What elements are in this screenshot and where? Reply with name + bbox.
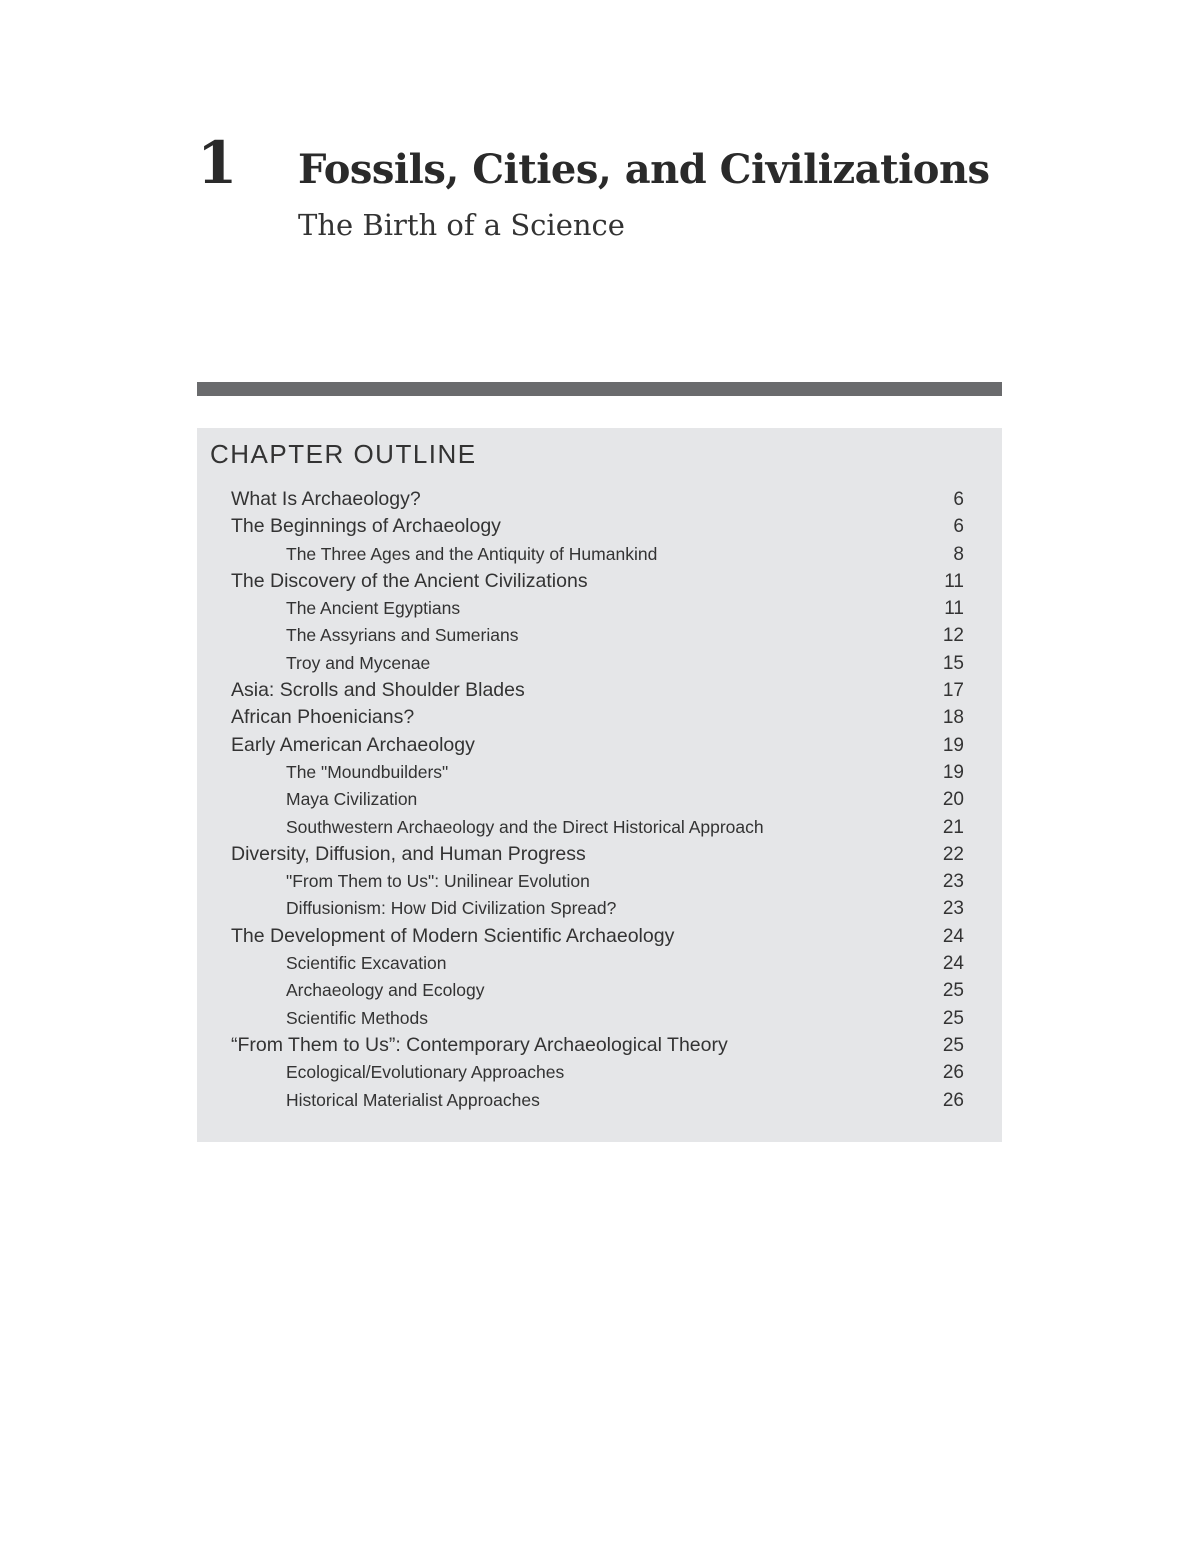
outline-entry-page: 22 bbox=[942, 843, 964, 865]
outline-entry bbox=[197, 486, 1002, 513]
divider-rule bbox=[197, 382, 1002, 396]
chapter-subtitle: The Birth of a Science bbox=[298, 208, 625, 242]
outline-entry-page: 23 bbox=[942, 871, 964, 893]
outline-entry-label: What Is Archaeology? bbox=[231, 488, 421, 510]
outline-entry-label: Scientific Methods bbox=[286, 1007, 429, 1028]
chapter-title: Fossils, Cities, and Civilizations bbox=[298, 146, 990, 193]
outline-entry bbox=[197, 1087, 1002, 1114]
outline-entry bbox=[197, 759, 1002, 786]
outline-entry-label: "From Them to Us": Unilinear Evolution bbox=[286, 871, 590, 892]
outline-entry-label: Ecological/Evolutionary Approaches bbox=[286, 1062, 565, 1083]
outline-entry bbox=[197, 1059, 1002, 1086]
outline-entry bbox=[197, 568, 1002, 595]
outline-entry-page: 15 bbox=[942, 652, 964, 674]
outline-entry-page: 8 bbox=[953, 543, 964, 565]
outline-entry-label: Early American Archaeology bbox=[231, 733, 475, 756]
outline-entry bbox=[197, 814, 1002, 841]
outline-entry-label: Troy and Mycenae bbox=[286, 652, 431, 673]
outline-entry bbox=[197, 677, 1002, 704]
outline-entry bbox=[197, 704, 1002, 731]
outline-entry-page: 12 bbox=[942, 625, 964, 647]
outline-entry bbox=[197, 841, 1002, 868]
chapter-number: 1 bbox=[197, 129, 238, 197]
outline-entry-label: The Ancient Egyptians bbox=[286, 598, 461, 619]
outline-entry-page: 6 bbox=[953, 489, 964, 510]
outline-entry-label: Southwestern Archaeology and the Direct Historical Approach bbox=[286, 816, 764, 837]
outline-entry bbox=[197, 622, 1002, 649]
chapter-outline-box bbox=[197, 428, 1002, 1142]
outline-entry-label: Diffusionism: How Did Civilization Spread? bbox=[286, 898, 617, 919]
outline-entry bbox=[197, 1032, 1002, 1059]
outline-entry-page: 23 bbox=[942, 898, 964, 920]
outline-entry bbox=[197, 1005, 1002, 1032]
outline-entry bbox=[197, 977, 1002, 1004]
outline-entry bbox=[197, 541, 1002, 568]
outline-entry bbox=[197, 595, 1002, 622]
outline-entry-page: 26 bbox=[942, 1062, 964, 1084]
outline-entry-label: The Development of Modern Scientific Archaeology bbox=[231, 924, 675, 947]
outline-entry-page: 19 bbox=[942, 734, 964, 756]
outline-entry bbox=[197, 923, 1002, 950]
outline-entry-label: Maya Civilization bbox=[286, 789, 418, 810]
outline-entry-page: 26 bbox=[942, 1089, 964, 1111]
outline-entry bbox=[197, 786, 1002, 813]
outline-entry-label: The "Moundbuilders" bbox=[286, 761, 449, 782]
outline-entry bbox=[197, 895, 1002, 922]
outline-entry-page: 24 bbox=[942, 953, 964, 975]
outline-entry-page: 11 bbox=[944, 598, 964, 620]
outline-entry-label: The Assyrians and Sumerians bbox=[286, 625, 519, 646]
outline-entry bbox=[197, 868, 1002, 895]
outline-entry-label: Archaeology and Ecology bbox=[286, 980, 485, 1001]
outline-entry-label: Asia: Scrolls and Shoulder Blades bbox=[231, 679, 525, 702]
outline-entry-label: “From Them to Us”: Contemporary Archaeological Theory bbox=[231, 1033, 728, 1056]
outline-entry-page: 11 bbox=[944, 570, 964, 592]
outline-entry-label: The Three Ages and the Antiquity of Humankind bbox=[286, 543, 658, 564]
outline-entry-page: 19 bbox=[942, 761, 964, 783]
outline-entry bbox=[197, 513, 1002, 540]
outline-list bbox=[197, 486, 1002, 1114]
outline-entry bbox=[197, 732, 1002, 759]
outline-entry-page: 21 bbox=[942, 816, 964, 838]
outline-entry-page: 24 bbox=[942, 925, 964, 947]
outline-entry-label: The Discovery of the Ancient Civilizations bbox=[231, 569, 588, 592]
outline-entry-page: 20 bbox=[942, 789, 964, 811]
outline-heading: CHAPTER OUTLINE bbox=[210, 439, 477, 469]
outline-entry-label: Historical Materialist Approaches bbox=[286, 1089, 540, 1110]
outline-entry-page: 6 bbox=[953, 516, 964, 538]
outline-entry-label: The Beginnings of Archaeology bbox=[231, 515, 501, 538]
outline-entry bbox=[197, 950, 1002, 977]
outline-entry-page: 25 bbox=[942, 1007, 964, 1029]
outline-entry-page: 25 bbox=[942, 980, 964, 1002]
outline-entry-label: African Phoenicians? bbox=[231, 706, 415, 729]
outline-entry-label: Scientific Excavation bbox=[286, 953, 447, 974]
outline-entry-page: 25 bbox=[942, 1034, 964, 1056]
outline-entry-page: 17 bbox=[942, 680, 964, 702]
outline-entry bbox=[197, 650, 1002, 677]
outline-entry-page: 18 bbox=[942, 707, 964, 729]
outline-entry-label: Diversity, Diffusion, and Human Progress bbox=[231, 842, 586, 865]
